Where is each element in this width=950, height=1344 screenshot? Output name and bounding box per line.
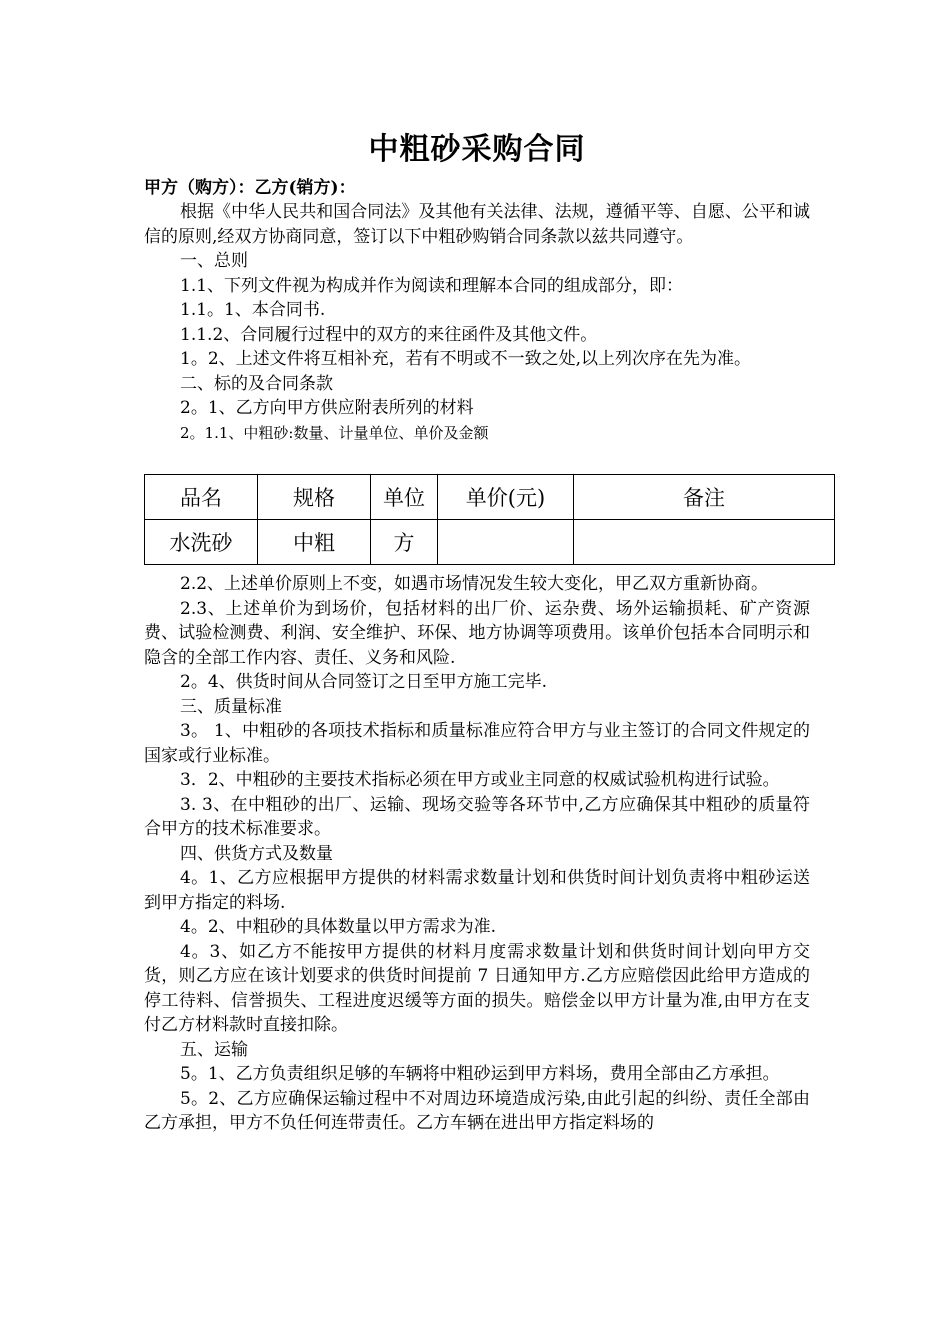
paragraph: 1.1、下列文件视为构成并作为阅读和理解本合同的组成部分，即： <box>180 275 684 296</box>
table-header-cell: 规格 <box>258 475 371 520</box>
section-heading: 二、标的及合同条款 <box>180 373 333 394</box>
materials-table <box>144 474 835 565</box>
paragraph: 2。4、供货时间从合同签订之日至甲方施工完毕. <box>180 672 548 692</box>
paragraph: 1.1.2、合同履行过程中的双方的来往函件及其他文件。 <box>180 324 598 345</box>
parties-line: 甲方（购方）：乙方(销方)： <box>144 178 356 198</box>
paragraph: 根据《中华人民共和国合同法》及其他有关法律、法规，遵循平等、自愿、公平和诚信的原则,经双方协商同意，签订以下中粗砂购销合同条款以兹共同遵守。 <box>144 202 810 247</box>
paragraph: 3。 1、中粗砂的各项技术指标和质量标准应符合甲方与业主签订的合同文件规定的国家或行业标准。 <box>144 721 810 766</box>
paragraph: 2.2、上述单价原则上不变，如遇市场情况发生较大变化，甲乙双方重新协商。 <box>180 574 769 594</box>
table-row <box>145 520 835 565</box>
table-header-row <box>145 475 835 520</box>
paragraph: 4。1、乙方应根据甲方提供的材料需求数量计划和供货时间计划负责将中粗砂运送到甲方指定的料场. <box>144 868 810 913</box>
table-cell: 中粗 <box>258 520 371 565</box>
paragraph: 5。1、乙方负责组织足够的车辆将中粗砂运到甲方料场，费用全部由乙方承担。 <box>180 1064 780 1084</box>
paragraph: 1。2、上述文件将互相补充，若有不明或不一致之处,以上列次序在先为准。 <box>180 349 752 369</box>
paragraph: 2。1、乙方向甲方供应附表所列的材料 <box>180 398 474 418</box>
table-header-cell: 备注 <box>574 475 835 520</box>
table-cell: 方 <box>371 520 438 565</box>
section-heading: 五、运输 <box>180 1039 248 1060</box>
paragraph: 2。1.1、中粗砂:数量、计量单位、单价及金额 <box>180 423 489 442</box>
table-header-cell: 单位 <box>371 475 438 520</box>
section-heading: 四、供货方式及数量 <box>180 843 333 864</box>
paragraph: 3．2、中粗砂的主要技术指标必须在甲方或业主同意的权威试验机构进行试验。 <box>180 770 780 790</box>
table-cell <box>574 520 835 565</box>
paragraph: 5。2、乙方应确保运输过程中不对周边环境造成污染,由此引起的纠纷、责任全部由乙方承担，甲方不负任何连带责任。乙方车辆在进出甲方指定料场的 <box>144 1088 810 1133</box>
section-heading: 三、质量标准 <box>180 696 282 717</box>
paragraph: 4。2、中粗砂的具体数量以甲方需求为准. <box>180 917 497 937</box>
table-header-cell: 品名 <box>145 475 258 520</box>
document-title: 中粗砂采购合同 <box>368 132 586 167</box>
paragraph: 2.3、上述单价为到场价，包括材料的出厂价、运杂费、场外运输损耗、矿产资源费、试验检测费、利润、安全维护、环保、地方协调等项费用。该单价包括本合同明示和隐含的全部工作内容、责任、义务和风险. <box>144 598 810 668</box>
clauses-section <box>144 572 810 1136</box>
table-cell <box>438 520 574 565</box>
section-heading: 一、总则 <box>180 251 248 271</box>
paragraph: 3. 3、在中粗砂的出厂、运输、现场交验等各环节中,乙方应确保其中粗砂的质量符合甲方的技术标准要求。 <box>144 794 810 839</box>
paragraph: 1.1。1、本合同书. <box>180 300 326 320</box>
table-header-cell: 单价(元) <box>438 475 574 520</box>
table-cell: 水洗砂 <box>145 520 258 565</box>
intro-section <box>144 200 810 445</box>
paragraph: 4。3、如乙方不能按甲方提供的材料月度需求数量计划和供货时间计划向甲方交货，则乙方应在该计划要求的供货时间提前 7 日通知甲方.乙方应赔偿因此给甲方造成的停工待料、信誉损失、工程进度迟缓等方面的损失。赔偿金以甲方计量为准,由甲方在支付乙方材料款时直接扣除。 <box>144 941 810 1035</box>
